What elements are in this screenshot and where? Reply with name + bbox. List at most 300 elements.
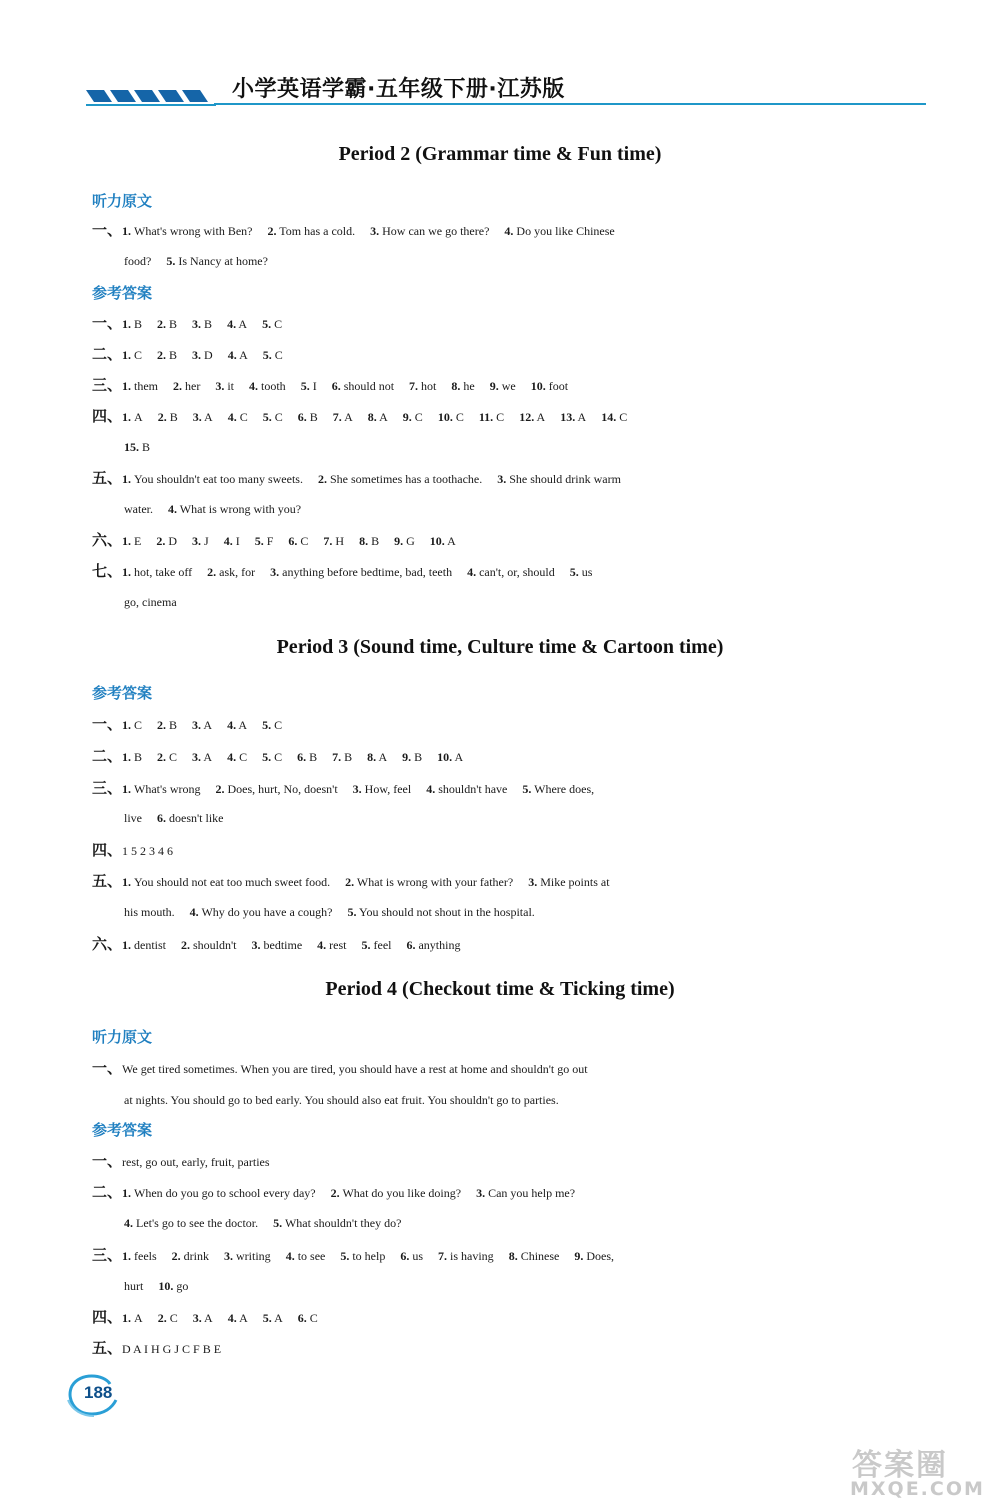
item-number: 2. [157, 348, 167, 362]
item-number: 1. [122, 348, 132, 362]
item-number: 2. [157, 718, 167, 732]
item-answer: C [274, 410, 283, 424]
p2-listening-label: 听力原文 [92, 192, 153, 210]
answer-line [124, 1276, 964, 1296]
item-answer: A [379, 410, 388, 424]
item-number: 5. [262, 348, 272, 362]
item-answer: A [239, 1311, 248, 1325]
item-number: 2. [157, 410, 167, 424]
item-number: 7. [332, 750, 342, 764]
item-number: 5. [262, 750, 272, 764]
item-answer: A [134, 410, 143, 424]
item-number: 4. [227, 718, 237, 732]
item-number: 7. [438, 1249, 448, 1263]
item-answer: ask, for [219, 565, 256, 579]
item-number: 4. [189, 905, 199, 919]
item-number: 3. [352, 782, 362, 796]
item-answer: Let's go to see the doctor. [136, 1216, 259, 1230]
item-number: 3. [192, 410, 202, 424]
item-number: 6. [297, 410, 307, 424]
item-answer: her [185, 379, 201, 393]
question-number: 五、 [92, 469, 123, 487]
question-number: 二、 [92, 747, 123, 765]
item-answer: his mouth. [124, 905, 175, 919]
item-answer: can't, or, should [479, 565, 555, 579]
item-number: 9. [489, 379, 499, 393]
item-answer: B [169, 317, 178, 331]
period-4-heading: Period 4 (Checkout time & Ticking time) [325, 978, 675, 1000]
question-number: 一、 [92, 314, 123, 332]
item-number: 7. [332, 410, 342, 424]
item-number: 5. [273, 1216, 283, 1230]
item-answer: A [204, 1311, 213, 1325]
item-answer: She sometimes has a toothache. [329, 472, 483, 486]
item-answer: C [619, 410, 628, 424]
item-number: 1. [122, 782, 132, 796]
item-number: 6. [288, 534, 298, 548]
item-answer: C [274, 750, 283, 764]
item-number: 3. [192, 317, 202, 331]
item-answer: Tom has a cold. [279, 224, 356, 238]
item-answer: B [169, 348, 178, 362]
item-number: 1. [122, 1186, 132, 1200]
item-number: 3. [528, 875, 538, 889]
item-answer: A [239, 348, 248, 362]
answer-line [92, 934, 932, 955]
item-number: 3. [192, 750, 202, 764]
item-answer: What's wrong [134, 782, 201, 796]
item-number: 1. [122, 1249, 132, 1263]
item-answer: anything before bedtime, bad, teeth [282, 565, 453, 579]
page-number: 188 [84, 1383, 113, 1402]
item-answer: D [204, 348, 213, 362]
item-answer: B [169, 410, 178, 424]
item-answer: us [581, 565, 593, 579]
item-answer: should not [343, 379, 395, 393]
question-number: 二、 [92, 345, 123, 363]
item-answer: We get tired sometimes. When you are tired, you should have a rest at home and shouldn't go out [122, 1062, 588, 1076]
p4-listening-label: 听力原文 [92, 1028, 153, 1046]
item-number: 5. [262, 317, 272, 331]
answer-line [92, 1058, 932, 1079]
item-number: 1. [122, 379, 132, 393]
answer-line [124, 437, 964, 457]
item-answer: A [454, 750, 464, 764]
item-answer: A [447, 534, 456, 548]
item-answer: C [239, 750, 248, 764]
item-answer: foot [548, 379, 569, 393]
item-answer: B [414, 750, 423, 764]
question-number: 一、 [92, 715, 123, 733]
item-answer: B [134, 750, 143, 764]
item-answer: B [344, 750, 353, 764]
item-answer: A [577, 410, 587, 424]
item-answer: You should not eat too much sweet food. [134, 875, 331, 889]
item-number: 1. [122, 718, 132, 732]
item-number: 11. [478, 410, 494, 424]
item-answer: B [169, 718, 178, 732]
item-number: 9. [394, 534, 404, 548]
question-number: 一、 [92, 1152, 123, 1170]
item-answer: J [204, 534, 209, 548]
item-number: 3. [497, 472, 507, 486]
item-number: 5. [347, 905, 357, 919]
item-number: 5. [361, 938, 371, 952]
item-answer: go [176, 1279, 189, 1293]
answer-line [92, 313, 932, 334]
site-watermark [842, 1440, 992, 1500]
item-number: 4. [168, 502, 177, 516]
item-answer: hot [421, 379, 437, 393]
item-answer: B [134, 317, 143, 331]
item-number: 2. [181, 938, 191, 952]
item-answer: What's wrong with Ben? [134, 224, 253, 238]
item-number: 1. [122, 410, 132, 424]
item-number: 2. [345, 875, 355, 889]
item-answer: Does, hurt, No, doesn't [227, 782, 338, 796]
item-number: 2. [173, 379, 183, 393]
answer-line [92, 220, 932, 241]
item-answer: D [168, 534, 178, 548]
item-answer: When do you go to school every day? [134, 1186, 316, 1200]
item-answer: Why do you have a cough? [201, 905, 333, 919]
period-3-heading: Period 3 (Sound time, Culture time & Cartoon time) [276, 636, 724, 658]
item-answer: Mike points at [540, 875, 610, 889]
item-number: 8. [367, 750, 377, 764]
item-number: 1. [122, 875, 132, 889]
answer-line [92, 1245, 932, 1266]
item-answer: H [335, 534, 345, 548]
item-number: 4. [467, 565, 477, 579]
answer-line [92, 714, 932, 735]
item-number: 1. [122, 534, 132, 548]
question-number: 二、 [92, 1183, 123, 1201]
question-number: 五、 [92, 1339, 123, 1357]
item-answer: doesn't like [169, 811, 224, 825]
question-number: 一、 [92, 221, 123, 239]
item-number: 13. [560, 410, 576, 424]
item-answer: A [204, 410, 213, 424]
answer-line [92, 468, 932, 489]
item-number: 2. [207, 565, 217, 579]
item-answer: he [463, 379, 475, 393]
item-number: 2. [157, 750, 167, 764]
question-number: 六、 [92, 531, 123, 549]
item-answer: A [238, 317, 248, 331]
item-answer: is having [450, 1249, 494, 1263]
item-answer: to see [297, 1249, 326, 1263]
item-number: 2. [156, 534, 166, 548]
item-number: 3. [215, 379, 225, 393]
item-answer: A [203, 750, 213, 764]
item-answer: to help [352, 1249, 386, 1263]
item-answer: E [134, 534, 142, 548]
item-answer: Where does, [534, 782, 595, 796]
item-answer: writing [236, 1249, 271, 1263]
item-answer: C [496, 410, 505, 424]
item-number: 14. [601, 410, 617, 424]
answer-line [92, 561, 932, 582]
item-answer: food? [124, 254, 152, 268]
item-answer: tooth [261, 379, 286, 393]
question-number: 七、 [92, 562, 123, 580]
item-number: 10. [530, 379, 546, 393]
item-answer: B [309, 410, 318, 424]
item-number: 8. [367, 410, 377, 424]
item-number: 15. [124, 440, 139, 454]
item-number: 2. [157, 317, 167, 331]
item-answer: C [274, 348, 283, 362]
answer-line [92, 778, 932, 799]
item-number: 6. [331, 379, 341, 393]
item-answer: How can we go there? [382, 224, 490, 238]
item-number: 3. [192, 534, 202, 548]
book-title: 小学英语学霸·五年级下册·江苏版 [232, 77, 565, 102]
item-number: 8. [451, 379, 461, 393]
item-number: 10. [437, 410, 453, 424]
item-answer: dentist [134, 938, 167, 952]
period-2-heading: Period 2 (Grammar time & Fun time) [338, 143, 662, 165]
item-answer: B [204, 317, 213, 331]
item-number: 5. [300, 379, 310, 393]
item-answer: 1 5 2 3 4 6 [122, 844, 174, 858]
item-number: 5. [340, 1249, 350, 1263]
item-number: 4. [227, 410, 237, 424]
answer-line [92, 375, 932, 396]
item-answer: rest, go out, early, fruit, parties [122, 1155, 270, 1169]
header-rule [214, 103, 926, 105]
answer-line [124, 1090, 964, 1110]
item-number: 8. [359, 534, 369, 548]
item-number: 10. [158, 1279, 174, 1293]
item-answer: hurt [124, 1279, 144, 1293]
item-number: 3. [270, 565, 280, 579]
item-answer: anything [418, 938, 461, 952]
header-stripes-decoration [86, 86, 216, 106]
item-answer: You shouldn't eat too many sweets. [134, 472, 303, 486]
item-number: 6. [297, 1311, 307, 1325]
item-number: 5. [522, 782, 532, 796]
answer-line [124, 592, 964, 612]
item-answer: A [344, 410, 353, 424]
item-answer: rest [329, 938, 347, 952]
item-answer: C [169, 750, 178, 764]
item-answer: hot, take off [134, 565, 193, 579]
item-answer: I [235, 534, 240, 548]
item-number: 3. [192, 1311, 202, 1325]
item-number: 2. [267, 224, 277, 238]
item-answer: A [238, 718, 248, 732]
question-number: 六、 [92, 935, 123, 953]
item-answer: live [124, 811, 142, 825]
item-answer: F [266, 534, 274, 548]
item-number: 5. [569, 565, 579, 579]
item-answer: bedtime [263, 938, 303, 952]
item-answer: A [536, 410, 546, 424]
item-number: 10. [429, 534, 445, 548]
answer-line [92, 1151, 932, 1172]
item-number: 3. [251, 938, 261, 952]
item-number: 7. [409, 379, 419, 393]
item-answer: I [312, 379, 317, 393]
item-number: 4. [426, 782, 436, 796]
item-answer: What shouldn't they do? [284, 1216, 402, 1230]
item-number: 7. [323, 534, 333, 548]
item-answer: them [134, 379, 159, 393]
item-number: 2. [317, 472, 327, 486]
item-number: 2. [330, 1186, 340, 1200]
answer-line [92, 1182, 932, 1203]
item-answer: You should not shout in the hospital. [359, 905, 535, 919]
question-number: 五、 [92, 872, 123, 890]
p4-answers-label: 参考答案 [92, 1121, 153, 1139]
item-number: 3. [476, 1186, 486, 1200]
item-answer: C [169, 1311, 178, 1325]
item-number: 8. [508, 1249, 518, 1263]
answer-line [124, 808, 964, 828]
item-answer: A [134, 1311, 143, 1325]
item-number: 4. [223, 534, 233, 548]
item-answer: feel [373, 938, 392, 952]
item-answer: G [406, 534, 415, 548]
answer-line [124, 499, 964, 519]
question-number: 四、 [92, 407, 123, 425]
item-number: 5. [254, 534, 264, 548]
item-number: 6. [400, 1249, 410, 1263]
item-number: 4. [227, 317, 237, 331]
item-number: 3. [370, 224, 380, 238]
item-number: 6. [157, 811, 166, 825]
item-answer: C [274, 718, 283, 732]
item-number: 5. [166, 254, 176, 268]
item-number: 1. [122, 472, 132, 486]
item-answer: B [309, 750, 318, 764]
item-number: 1. [122, 224, 132, 238]
watermark-chinese: 答案圈 [852, 1448, 948, 1483]
item-number: 4. [285, 1249, 295, 1263]
question-number: 三、 [92, 779, 123, 797]
item-number: 1. [122, 750, 132, 764]
item-answer: shouldn't have [438, 782, 508, 796]
item-answer: Can you help me? [488, 1186, 576, 1200]
item-number: 1. [122, 938, 132, 952]
item-answer: C [239, 410, 248, 424]
item-answer: C [309, 1311, 318, 1325]
item-number: 10. [437, 750, 453, 764]
item-answer: C [274, 317, 283, 331]
item-number: 3. [224, 1249, 234, 1263]
answer-line [92, 871, 932, 892]
answer-line [92, 840, 932, 861]
item-number: 4. [227, 1311, 237, 1325]
item-answer: D A I H G J C F B E [122, 1342, 222, 1356]
item-number: 4. [227, 750, 237, 764]
item-answer: A [274, 1311, 283, 1325]
item-number: 5. [262, 1311, 272, 1325]
item-answer: C [134, 348, 143, 362]
item-answer: What is wrong with you? [179, 502, 302, 516]
item-answer: C [455, 410, 464, 424]
item-answer: C [134, 718, 143, 732]
item-answer: us [412, 1249, 424, 1263]
answer-line [124, 1213, 964, 1233]
item-answer: Chinese [520, 1249, 560, 1263]
item-answer: feels [134, 1249, 157, 1263]
item-number: 3. [192, 348, 202, 362]
item-answer: A [378, 750, 388, 764]
item-number: 4. [227, 348, 237, 362]
answer-line [92, 344, 932, 365]
item-answer: drink [183, 1249, 210, 1263]
watermark-url: MXQE.COM [850, 1478, 985, 1500]
item-number: 6. [406, 938, 416, 952]
item-answer: Do you like Chinese [516, 224, 615, 238]
item-number: 4. [124, 1216, 133, 1230]
item-number: 2. [157, 1311, 167, 1325]
item-number: 9. [402, 750, 412, 764]
item-answer: Is Nancy at home? [178, 254, 268, 268]
item-answer: What do you like doing? [342, 1186, 462, 1200]
question-number: 三、 [92, 1246, 123, 1264]
item-answer: shouldn't [193, 938, 237, 952]
item-answer: go, cinema [124, 595, 177, 609]
item-number: 5. [262, 718, 272, 732]
question-number: 四、 [92, 1308, 123, 1326]
item-answer: we [501, 379, 516, 393]
item-answer: A [203, 718, 213, 732]
question-number: 三、 [92, 376, 123, 394]
item-answer: it [227, 379, 235, 393]
p2-answers-label: 参考答案 [92, 284, 153, 302]
item-answer: at nights. You should go to bed early. You should also eat fruit. You shouldn't go to parties. [124, 1093, 559, 1107]
p3-answers-label: 参考答案 [92, 684, 153, 702]
item-answer: B [371, 534, 380, 548]
answer-line [92, 1307, 932, 1328]
item-number: 2. [215, 782, 225, 796]
item-number: 1. [122, 317, 132, 331]
item-number: 4. [249, 379, 259, 393]
item-answer: She should drink warm [509, 472, 621, 486]
item-answer: water. [124, 502, 153, 516]
page-number-badge [64, 1370, 122, 1418]
item-answer: How, feel [364, 782, 412, 796]
question-number: 四、 [92, 841, 123, 859]
answer-line [92, 406, 932, 427]
item-number: 12. [519, 410, 535, 424]
item-answer: C [414, 410, 423, 424]
item-number: 1. [122, 1311, 132, 1325]
item-answer: Does, [586, 1249, 615, 1263]
item-number: 9. [574, 1249, 584, 1263]
answer-line [124, 251, 964, 271]
item-answer: C [300, 534, 309, 548]
item-number: 3. [192, 718, 202, 732]
item-number: 6. [297, 750, 307, 764]
item-number: 4. [504, 224, 514, 238]
answer-line [92, 530, 932, 551]
item-number: 5. [262, 410, 272, 424]
answer-line [124, 902, 964, 922]
item-answer: B [142, 440, 151, 454]
item-number: 4. [317, 938, 327, 952]
item-number: 2. [171, 1249, 181, 1263]
answer-line [92, 1338, 932, 1359]
item-number: 9. [402, 410, 412, 424]
answer-line [92, 746, 932, 767]
question-number: 一、 [92, 1059, 123, 1077]
item-number: 1. [122, 565, 132, 579]
item-answer: What is wrong with your father? [356, 875, 514, 889]
